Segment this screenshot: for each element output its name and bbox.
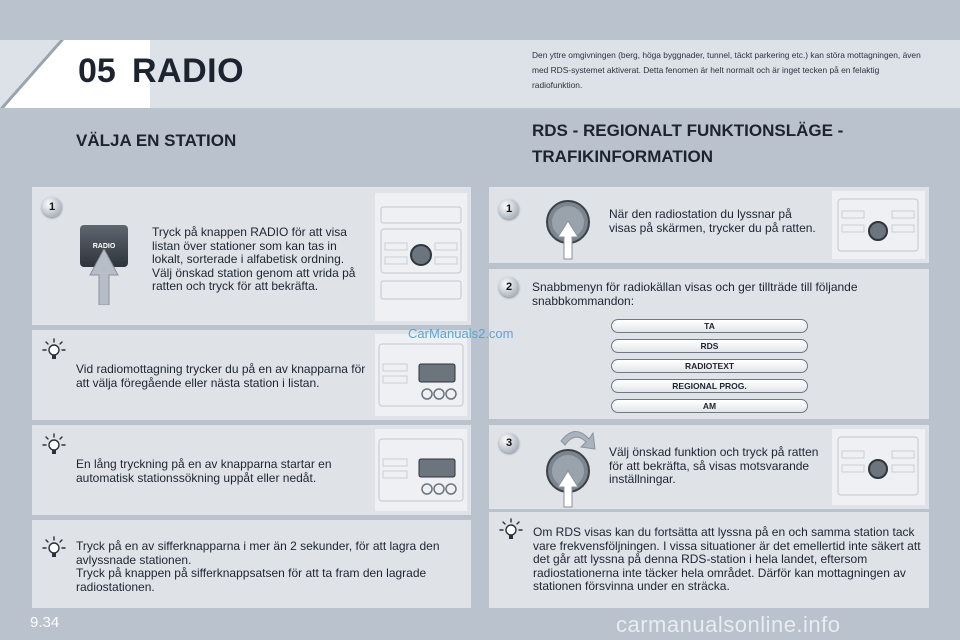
page-number: 9.34 bbox=[30, 614, 60, 631]
footer-watermark: carmanualsonline.info bbox=[616, 612, 841, 637]
chapter-title: RADIO bbox=[132, 52, 245, 90]
step-badge: 1 bbox=[499, 199, 519, 219]
tip-text-line1: Tryck på en av sifferknapparna i mer än 2 sekunder, för att lagra den avlyssnade stationen. bbox=[76, 539, 440, 567]
radio-unit-drawing bbox=[832, 191, 925, 259]
lightbulb-tip-icon bbox=[42, 338, 66, 362]
radio-buttons-drawing bbox=[375, 334, 467, 416]
step-panel-radio bbox=[32, 187, 471, 325]
radio-unit-drawing bbox=[832, 429, 925, 505]
press-arrow-icon bbox=[88, 249, 120, 305]
step-text: Välj önskad funktion och tryck på ratten för att bekräfta, så visas motsvarande inställningar. bbox=[609, 445, 819, 486]
header-note: Den yttre omgivningen (berg, höga byggnader, tunnel, täckt parkering etc.) kan störa mottagningen, även med RDS-systemet aktiverat. Detta fenomen är helt normalt och är inget tecken på en felaktig radiofunktion. bbox=[532, 50, 921, 90]
radio-button-label: RADIO bbox=[80, 225, 128, 267]
menu-option-rds[interactable]: RDS bbox=[611, 339, 808, 353]
radio-button-illustration bbox=[80, 225, 130, 315]
header-corner-shape bbox=[0, 0, 150, 108]
left-section-heading: VÄLJA EN STATION bbox=[76, 131, 237, 150]
lightbulb-tip-icon bbox=[42, 536, 66, 560]
radio-unit-drawing bbox=[375, 193, 467, 321]
tip-text: En lång tryckning på en av knapparna startar en automatisk stationssökning uppåt eller nedåt. bbox=[76, 457, 332, 485]
lightbulb-tip-icon bbox=[42, 433, 66, 457]
radio-unit-illustration bbox=[375, 193, 467, 321]
right-section-heading: RDS - REGIONALT FUNKTIONSLÄGE - TRAFIKINFORMATION bbox=[532, 121, 844, 166]
step-panel-quick-menu bbox=[489, 269, 929, 419]
step-panel-select-function bbox=[489, 425, 929, 509]
radio-buttons-drawing bbox=[375, 429, 467, 511]
radio-buttons-illustration bbox=[375, 429, 467, 511]
step-badge: 2 bbox=[499, 277, 519, 297]
chapter-number: 05 bbox=[78, 52, 116, 90]
tip-panel-rds bbox=[489, 512, 929, 608]
radio-unit-illustration bbox=[832, 191, 925, 259]
step-badge: 3 bbox=[499, 433, 519, 453]
step-panel-press-knob bbox=[489, 187, 929, 263]
step-text: Tryck på knappen RADIO för att visa listan över stationer som kan tas in lokalt, sorterade i alfabetisk ordning. Välj önskad station genom att vrida på ratten och tryck för att bekräfta. bbox=[152, 225, 356, 293]
tip-panel-prev-next bbox=[32, 330, 471, 420]
menu-option-radiotext[interactable]: RADIOTEXT bbox=[611, 359, 808, 373]
tip-panel-auto-search bbox=[32, 425, 471, 515]
mid-watermark: CarManuals2.com bbox=[408, 326, 514, 341]
menu-option-regional-prog[interactable]: REGIONAL PROG. bbox=[611, 379, 808, 393]
lightbulb-tip-icon bbox=[499, 518, 523, 542]
menu-option-ta[interactable]: TA bbox=[611, 319, 808, 333]
tip-panel-presets bbox=[32, 520, 471, 608]
step-badge: 1 bbox=[42, 197, 62, 217]
menu-option-am[interactable]: AM bbox=[611, 399, 808, 413]
tip-text-line2: Tryck på knappen på sifferknappsatsen för att ta fram den lagrade radiostationen. bbox=[76, 566, 427, 594]
knob-press-icon bbox=[545, 199, 591, 261]
step-text: Snabbmenyn för radiokällan visas och ger tillträde till följande snabbkommandon: bbox=[532, 280, 858, 308]
radio-buttons-illustration bbox=[375, 334, 467, 416]
knob-rotate-press-icon bbox=[541, 425, 597, 509]
tip-text: Om RDS visas kan du fortsätta att lyssna på en och samma station tack vare frekvensföljningen. I vissa situationer är det emellertid inte säkert att det går att lyssna på denna RDS-station i hela landet, eftersom radiostationerna inte täcker hela området. Därför kan mottagningen av stationen försvinna under en sträcka. bbox=[533, 525, 921, 593]
tip-text: Vid radiomottagning trycker du på en av knapparna för att välja föregående eller nästa station i listan. bbox=[76, 362, 366, 390]
radio-unit-illustration bbox=[832, 429, 925, 505]
step-text: När den radiostation du lyssnar på visas på skärmen, trycker du på ratten. bbox=[609, 207, 816, 235]
